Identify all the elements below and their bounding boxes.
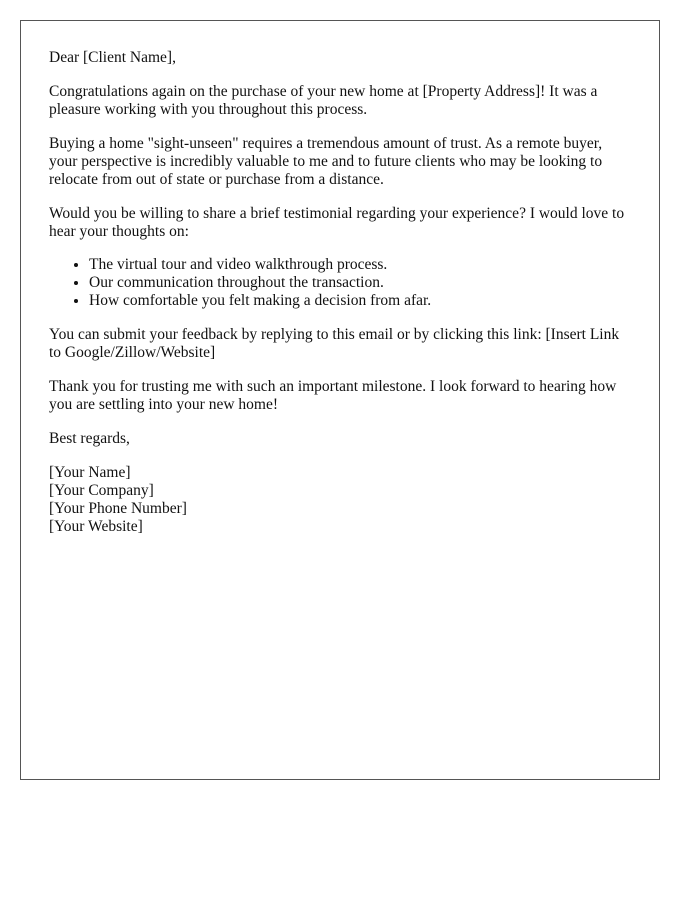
- feedback-topics-list: [49, 256, 631, 310]
- list-item: • Our communication throughout the transaction.: [89, 274, 631, 292]
- closing: Best regards,: [49, 430, 130, 447]
- letter-body: [49, 49, 631, 536]
- trust-paragraph: Buying a home "sight-unseen" requires a tremendous amount of trust. As a remote buyer, your perspective is incredibly valuable to me and to future clients who may be looking to relocate from out of state or purchase from a distance.: [49, 135, 603, 188]
- signature-name: [Your Name]: [49, 464, 131, 481]
- feedback-paragraph: You can submit your feedback by replying to this email or by clicking this link: [Insert Link to Google/Zillow/Website]: [49, 326, 620, 361]
- signature-block: [49, 464, 631, 536]
- list-item: • The virtual tour and video walkthrough process.: [89, 256, 631, 274]
- signature-website: [Your Website]: [49, 518, 143, 535]
- testimonial-request-paragraph: Would you be willing to share a brief testimonial regarding your experience? I would love to hear your thoughts on:: [49, 205, 625, 240]
- signature-phone: [Your Phone Number]: [49, 500, 187, 517]
- salutation: Dear [Client Name],: [49, 49, 176, 66]
- letter-page: [20, 20, 660, 780]
- signature-company: [Your Company]: [49, 482, 154, 499]
- list-item: • How comfortable you felt making a decision from afar.: [89, 292, 631, 310]
- thanks-paragraph: Thank you for trusting me with such an important milestone. I look forward to hearing how you are settling into your new home!: [49, 378, 617, 413]
- congratulations-paragraph: Congratulations again on the purchase of your new home at [Property Address]! It was a pleasure working with you throughout this process.: [49, 83, 598, 118]
